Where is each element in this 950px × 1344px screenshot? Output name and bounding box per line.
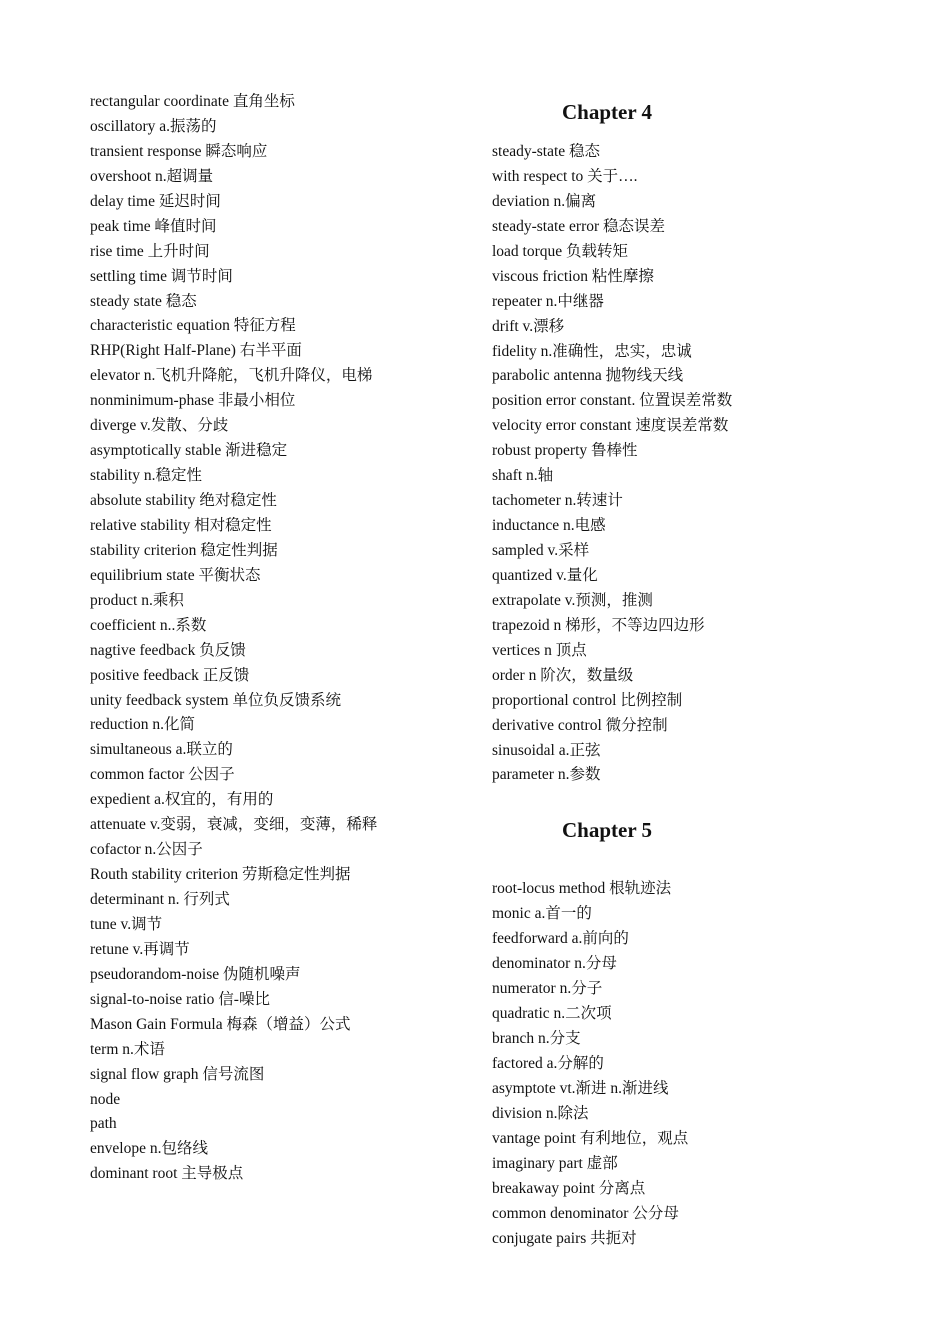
- glossary-entry: dominant root 主导极点: [90, 1165, 244, 1183]
- glossary-entry: repeater n.中继器: [492, 292, 604, 310]
- glossary-entry: steady-state 稳态: [492, 143, 601, 160]
- glossary-entry: order n 阶次，数量级: [492, 666, 634, 684]
- glossary-entry: unity feedback system 单位负反馈系统: [90, 691, 341, 709]
- glossary-entry: positive feedback 正反馈: [90, 666, 250, 684]
- glossary-entry: settling time 调节时间: [90, 267, 233, 285]
- glossary-entry: rectangular coordinate 直角坐标: [90, 93, 295, 110]
- glossary-entry: nonminimum-phase 非最小相位: [90, 392, 296, 410]
- glossary-entry: robust property 鲁棒性: [492, 442, 638, 460]
- glossary-entry: overshoot n.超调量: [90, 167, 214, 185]
- right-column: [492, 90, 892, 1251]
- glossary-entry: numerator n.分子: [492, 980, 603, 998]
- glossary-entry: Mason Gain Formula 梅森（增益）公式: [90, 1015, 351, 1033]
- glossary-entry: vertices n 顶点: [492, 641, 587, 659]
- glossary-entry: monic a.首一的: [492, 905, 592, 923]
- glossary-entry: position error constant. 位置误差常数: [492, 392, 733, 410]
- glossary-entry: with respect to 关于….: [492, 167, 638, 185]
- glossary-entry: viscous friction 粘性摩擦: [492, 267, 654, 285]
- glossary-entry: derivative control 微分控制: [492, 716, 668, 734]
- glossary-entry: vantage point 有利地位，观点: [492, 1129, 689, 1147]
- glossary-entry: velocity error constant 速度误差常数: [492, 417, 729, 435]
- glossary-entry: common denominator 公分母: [492, 1204, 679, 1222]
- glossary-entry: steady state 稳态: [90, 292, 197, 310]
- glossary-entry: characteristic equation 特征方程: [90, 317, 296, 335]
- chapter-5-heading: Chapter 5: [561, 818, 653, 843]
- glossary-entry: quadratic n.二次项: [492, 1005, 612, 1023]
- glossary-entry: node: [90, 1090, 121, 1108]
- glossary-entry: equilibrium state 平衡状态: [90, 566, 261, 584]
- glossary-entry: oscillatory a.振荡的: [90, 117, 217, 135]
- glossary-entry: parameter n.参数: [492, 766, 601, 784]
- glossary-entry: trapezoid n 梯形，不等边四边形: [492, 616, 705, 634]
- glossary-entry: signal flow graph 信号流图: [90, 1065, 265, 1083]
- glossary-entry: extrapolate v.预测，推测: [492, 591, 653, 609]
- glossary-entry: asymptote vt.渐进 n.渐进线: [492, 1079, 669, 1097]
- glossary-entry: load torque 负载转矩: [492, 242, 629, 260]
- glossary-entry: envelope n.包络线: [90, 1140, 208, 1158]
- glossary-entry: nagtive feedback 负反馈: [90, 641, 246, 659]
- glossary-entry: coefficient n..系数: [90, 616, 207, 634]
- glossary-entry: product n.乘积: [90, 591, 184, 609]
- glossary-entry: determinant n. 行列式: [90, 891, 230, 908]
- glossary-entry: breakaway point 分离点: [492, 1179, 646, 1197]
- glossary-entry: conjugate pairs 共扼对: [492, 1229, 637, 1247]
- glossary-entry: Routh stability criterion 劳斯稳定性判据: [90, 866, 351, 884]
- glossary-entry: absolute stability 绝对稳定性: [90, 492, 277, 509]
- glossary-entry: RHP(Right Half-Plane) 右半平面: [90, 342, 302, 360]
- glossary-entry: fidelity n.准确性，忠实，忠诚: [492, 342, 692, 360]
- glossary-entry: retune v.再调节: [90, 940, 190, 958]
- glossary-entry: shaft n.轴: [492, 467, 554, 485]
- glossary-entry: deviation n.偏离: [492, 192, 597, 210]
- glossary-entry: stability n.稳定性: [90, 467, 202, 485]
- glossary-entry: tachometer n.转速计: [492, 492, 623, 510]
- glossary-entry: factored a.分解的: [492, 1054, 604, 1072]
- glossary-entry: common factor 公因子: [90, 766, 235, 784]
- glossary-entry: quantized v.量化: [492, 566, 598, 584]
- glossary-entry: feedforward a.前向的: [492, 930, 629, 948]
- left-column: [90, 90, 470, 1187]
- glossary-entry: path: [90, 1115, 117, 1133]
- glossary-entry: signal-to-noise ratio 信-噪比: [90, 990, 270, 1008]
- glossary-entry: peak time 峰值时间: [90, 217, 217, 235]
- glossary-entry: simultaneous a.联立的: [90, 741, 233, 759]
- glossary-entry: proportional control 比例控制: [492, 691, 683, 709]
- glossary-entry: sinusoidal a.正弦: [492, 741, 601, 759]
- glossary-entry: asymptotically stable 渐进稳定: [90, 442, 288, 460]
- glossary-entry: stability criterion 稳定性判据: [90, 541, 278, 559]
- glossary-entry: cofactor n.公因子: [90, 841, 203, 859]
- glossary-entry: transient response 瞬态响应: [90, 142, 268, 160]
- glossary-entry: branch n.分支: [492, 1030, 581, 1047]
- glossary-entry: term n.术语: [90, 1040, 165, 1058]
- chapter-4-heading: Chapter 4: [561, 100, 653, 124]
- glossary-entry: pseudorandom-noise 伪随机噪声: [90, 965, 301, 983]
- glossary-entry: parabolic antenna 抛物线天线: [492, 367, 684, 385]
- glossary-entry: denominator n.分母: [492, 955, 617, 973]
- glossary-entry: inductance n.电感: [492, 517, 606, 535]
- glossary-entry: sampled v.采样: [492, 542, 590, 559]
- glossary-entry: tune v.调节: [90, 915, 163, 933]
- glossary-entry: drift v.漂移: [492, 317, 565, 335]
- glossary-entry: elevator n.飞机升降舵，飞机升降仪，电梯: [90, 367, 373, 385]
- glossary-entry: relative stability 相对稳定性: [90, 516, 272, 534]
- glossary-entry: reduction n.化简: [90, 716, 196, 734]
- glossary-entry: rise time 上升时间: [90, 242, 210, 260]
- glossary-entry: steady-state error 稳态误差: [492, 217, 666, 235]
- glossary-entry: delay time 延迟时间: [90, 192, 221, 210]
- glossary-entry: imaginary part 虚部: [492, 1154, 618, 1172]
- glossary-entry: expedient a.权宜的，有用的: [90, 791, 274, 809]
- chapter-4-entries: [492, 140, 892, 788]
- glossary-entry: division n.除法: [492, 1104, 589, 1122]
- glossary-entry: attenuate v.变弱，衰减，变细，变薄，稀释: [90, 816, 378, 834]
- glossary-entry: root-locus method 根轨迹法: [492, 880, 672, 898]
- chapter-5-entries: [492, 877, 892, 1251]
- glossary-entry: diverge v.发散、分歧: [90, 417, 229, 435]
